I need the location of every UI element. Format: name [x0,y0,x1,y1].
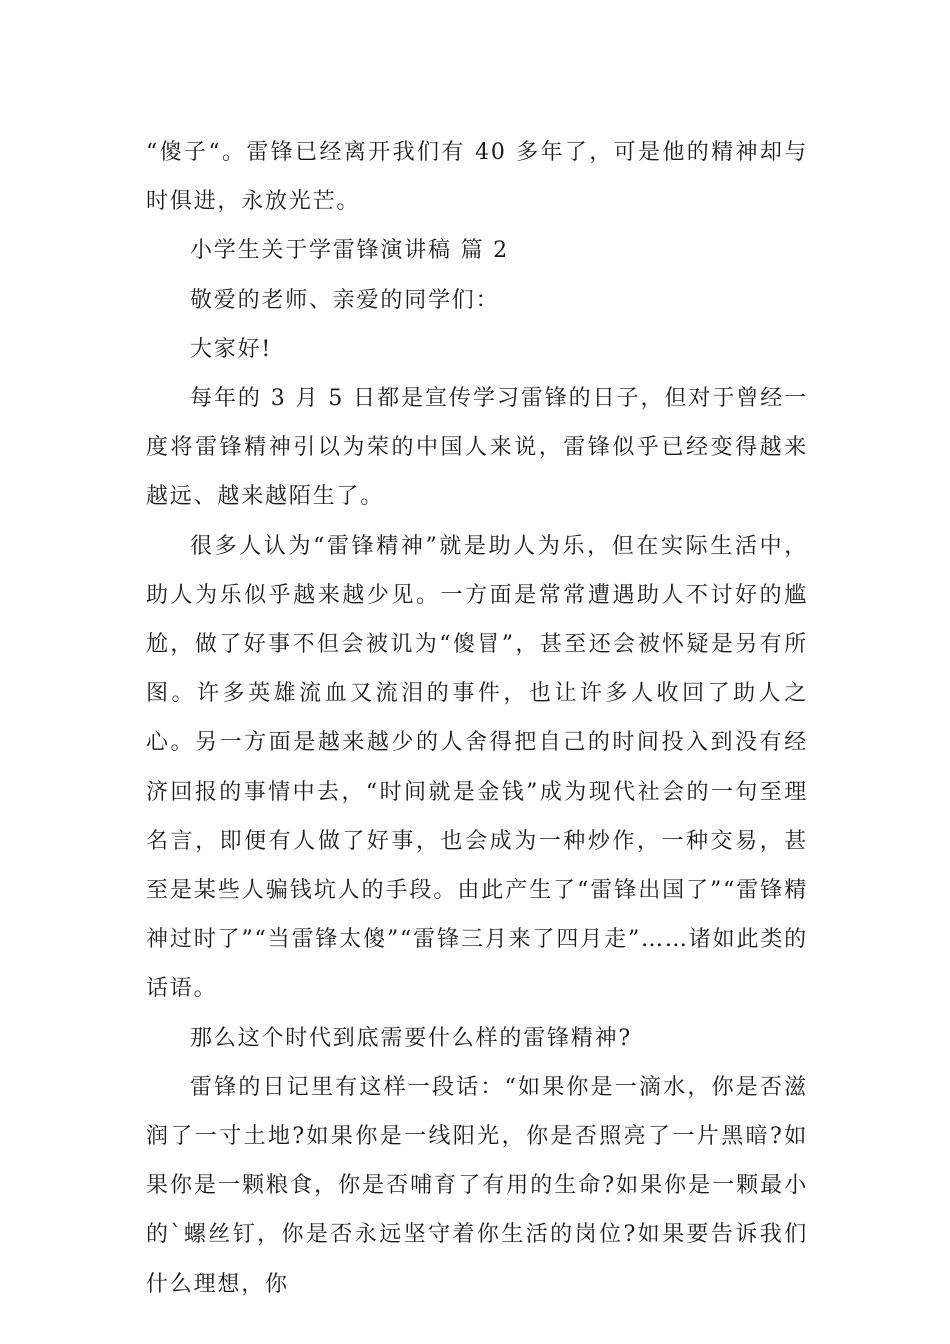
paragraph-continuation: “傻子“。雷锋已经离开我们有 40 多年了，可是他的精神却与时俱进，永放光芒。 [146,140,808,215]
greeting: 大家好! [190,336,273,362]
paragraph: 那么这个时代到底需要什么样的雷锋精神? [190,1025,632,1051]
section-heading: 小学生关于学雷锋演讲稿 篇 2 [190,238,509,264]
paragraph: 每年的 3 月 5 日都是宣传学习雷锋的日子，但对于曾经一度将雷锋精神引以为荣的中国人来说，雷锋似乎已经变得越来越远、越来越陌生了。 [146,386,808,510]
paragraph: 雷锋的日记里有这样一段话：“如果你是一滴水，你是否滋润了一寸土地?如果你是一线阳光，你是否照亮了一片黑暗?如果你是一颗粮食，你是否哺育了有用的生命?如果你是一颗最小的`螺丝钉，你是否永远坚守着你生活的岗位?如果要告诉我们什么理想，你 [146,1074,808,1297]
salutation: 敬爱的老师、亲爱的同学们： [190,287,500,313]
paragraph: 很多人认为“雷锋精神”就是助人为乐，但在实际生活中，助人为乐似乎越来越少见。一方面是常常遭遇助人不讨好的尴尬，做了好事不但会被讥为“傻冒”，甚至还会被怀疑是另有所图。许多英雄流血又流泪的事件，也让许多人收回了助人之心。另一方面是越来越少的人舍得把自己的时间投入到没有经济回报的事情中去，“时间就是金钱”成为现代社会的一句至理名言，即便有人做了好事，也会成为一种炒作，一种交易，甚至是某些人骗钱坑人的手段。由此产生了“雷锋出国了”“雷锋精神过时了”“当雷锋太傻”“雷锋三月来了四月走”……诸如此类的话语。 [146,533,808,1002]
document-body [146,128,808,1309]
